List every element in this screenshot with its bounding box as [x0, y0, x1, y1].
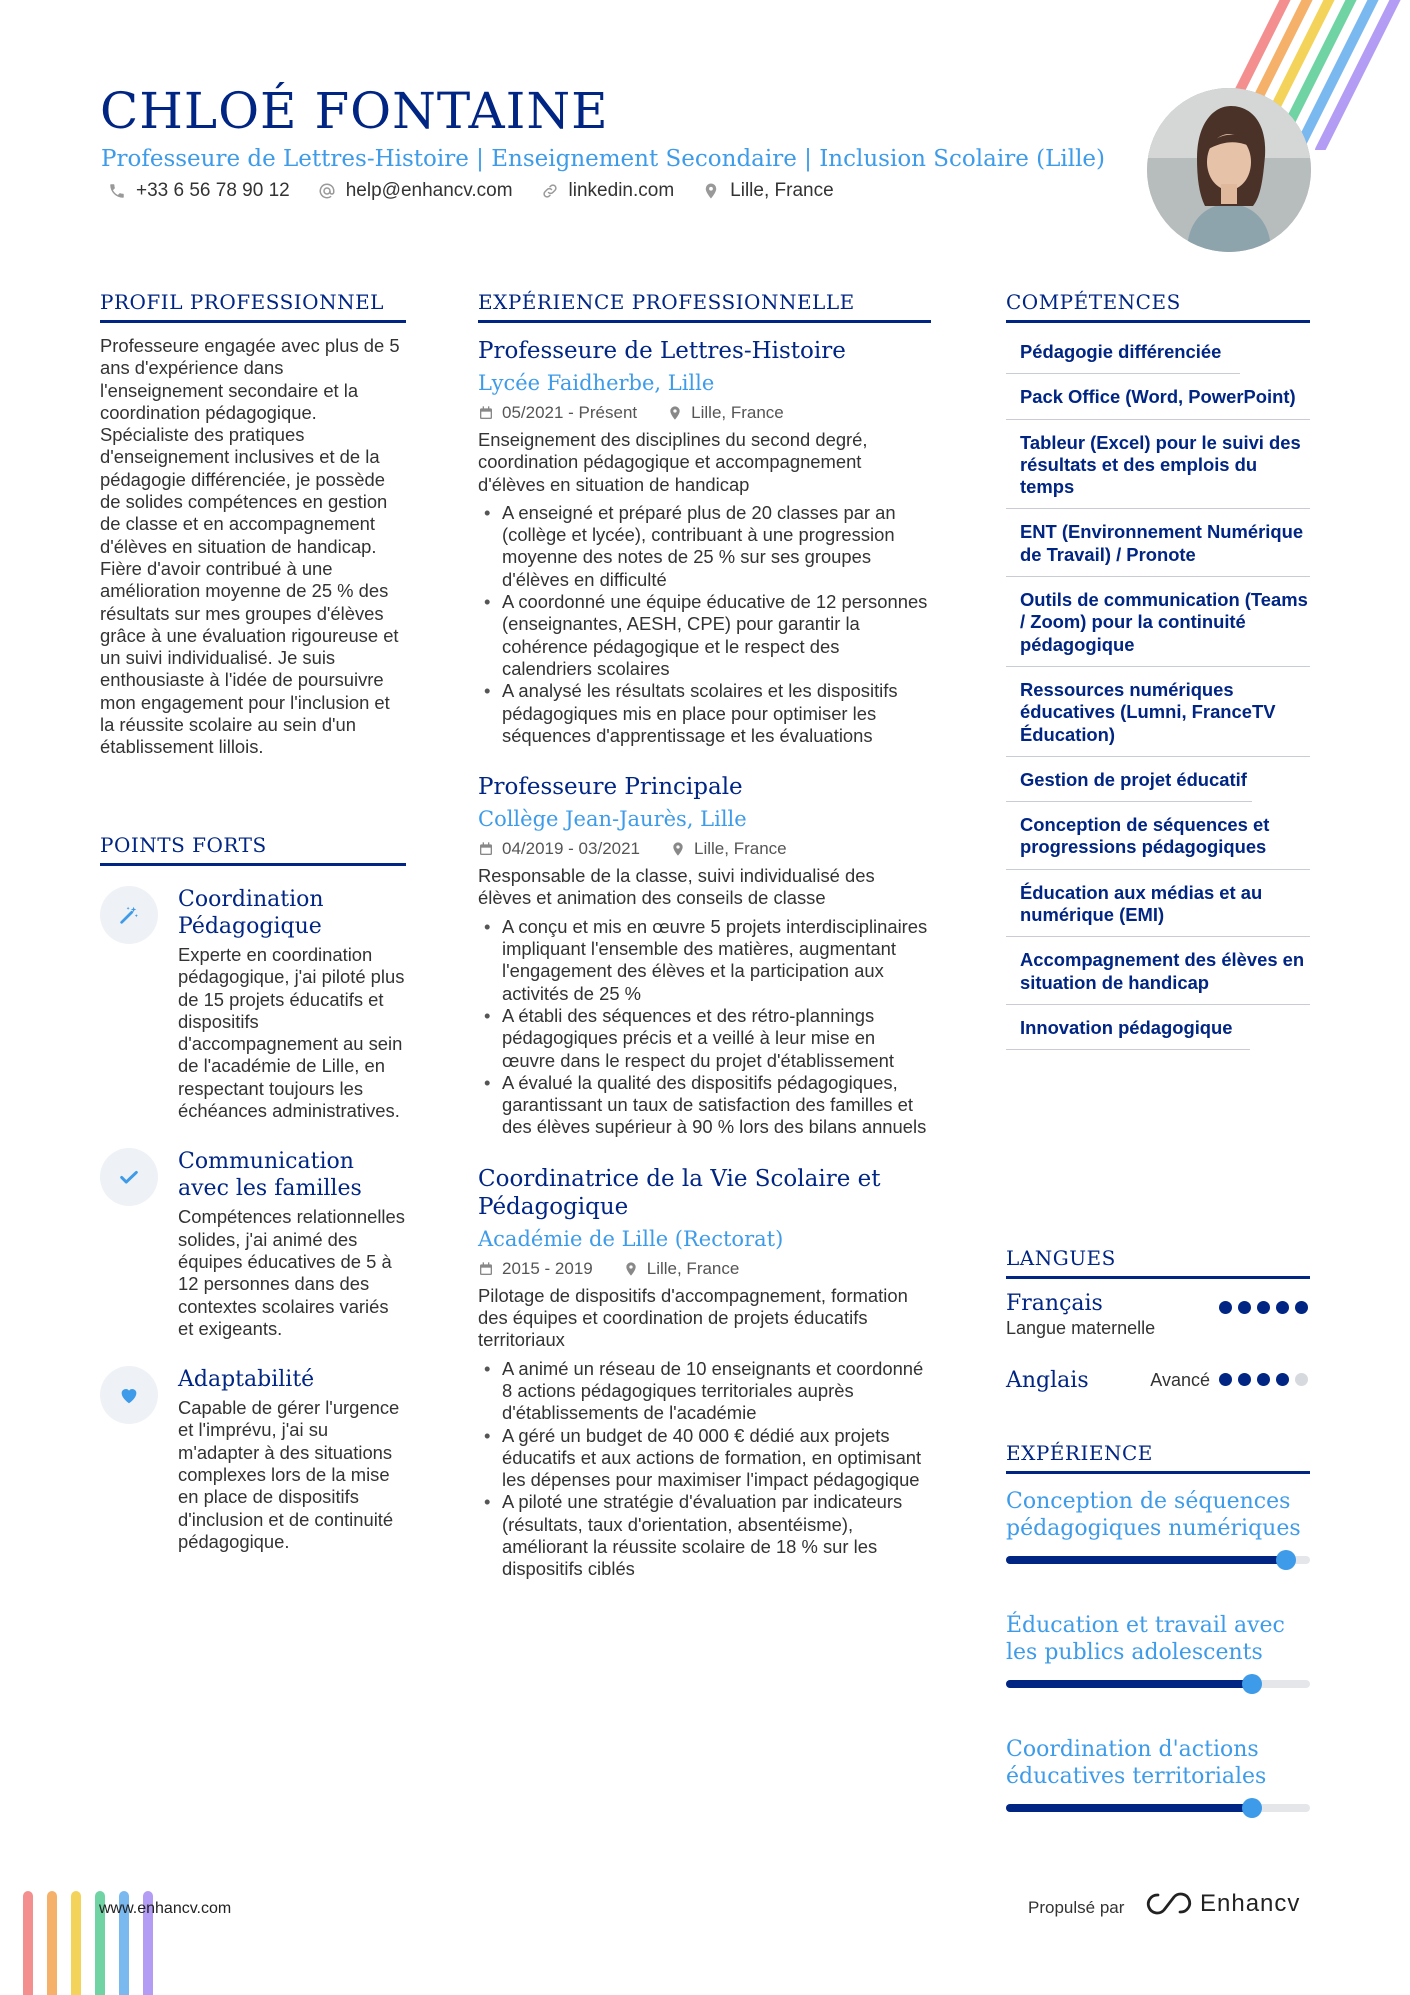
calendar-icon [478, 1261, 494, 1277]
strength-title: Adaptabilité [178, 1367, 315, 1393]
job-summary: Enseignement des disciplines du second degré, coordination pédagogique et accompagnement d'élèves en situation de handicap [478, 429, 868, 495]
job-location-text: Lille, France [646, 1258, 740, 1278]
checkmark-icon [118, 1166, 140, 1188]
job-company: Collège Jean-Jaurès, Lille [478, 807, 747, 832]
strength-title: Coordination Pédagogique [178, 887, 324, 939]
expertise-section [1006, 1441, 1310, 1812]
expertise-label: Coordination d'actions éducatives territoriales [1006, 1737, 1267, 1789]
strength-icon-wrap [100, 1366, 158, 1424]
language-dot [1257, 1373, 1270, 1386]
expertise-item [1006, 1488, 1310, 1564]
job-entry [478, 773, 931, 1139]
skill-tag: Tableur (Excel) pour le suivi des résultats et des emplois du temps [1006, 420, 1310, 510]
heart-icon [118, 1384, 140, 1406]
experience-section [478, 290, 931, 1581]
strength-item [100, 886, 406, 1122]
language-dot [1238, 1301, 1251, 1314]
language-level: Langue maternelle [1006, 1318, 1156, 1338]
strength-text: Capable de gérer l'urgence et l'imprévu, j'ai su m'adapter à des situations complexes lors de la mise en place de dispositifs d'inclusion et de continuité pédagogique. [178, 1397, 400, 1552]
language-dot [1219, 1301, 1232, 1314]
profile-text: Professeure engagée avec plus de 5 ans d'expérience dans l'enseignement secondaire et la coordination pédagogique. Spécialiste des pratiques d'enseignement inclusives et de la pédagogie différenciée, je possède de solides compétences en gestion de classe et en accompagnement d'élèves en situation de handicap. Fière d'avoir contribué à une amélioration moyenne de 25 % des résultats sur mes groupes d'élèves grâce à une évaluation rigoureuse et un suivi individualisé. Je suis enthousiaste à l'idée de poursuivre mon engagement pour l'inclusion et la réussite scolaire au sein d'un établissement lillois. [100, 335, 400, 758]
job-dates [478, 403, 637, 423]
job-bullets [478, 502, 931, 747]
profile-photo [1147, 88, 1311, 252]
job-bullet: • A piloté une stratégie d'évaluation par indicateurs (résultats, taux d'orientation, absentéisme), améliorant la réussite scolaire de 18 % sur les dispositifs ciblés [478, 1491, 931, 1580]
skills-title: COMPÉTENCES [1006, 290, 1310, 323]
strengths-title: POINTS FORTS [100, 833, 406, 866]
job-meta [478, 403, 931, 423]
contact-linkedin[interactable] [541, 180, 675, 202]
language-name: Anglais [1006, 1367, 1089, 1393]
job-dates-text: 2015 - 2019 [502, 1258, 593, 1278]
enhancv-logo-text: Enhancv [1200, 1890, 1301, 1917]
job-bullet: • A conçu et mis en œuvre 5 projets interdisciplinaires impliquant l'ensemble des matières, augmentant l'engagement des élèves et la participation aux activités de 25 % [478, 916, 931, 1005]
location-pin-icon [667, 405, 683, 421]
expertise-title: EXPÉRIENCE [1006, 1441, 1310, 1474]
language-dots [1219, 1373, 1308, 1386]
profile-title: PROFIL PROFESSIONNEL [100, 290, 406, 323]
location-pin-icon [623, 1261, 639, 1277]
bar-fill [1006, 1804, 1252, 1812]
job-meta [478, 839, 931, 859]
job-dates [478, 1259, 593, 1279]
enhancv-logo-icon [1146, 1891, 1192, 1917]
strength-item [100, 1148, 406, 1340]
language-level: Avancé [1150, 1369, 1210, 1390]
job-bullet: • A établi des séquences et des rétro-plannings pédagogiques précis et a veillé à leur mise en œuvre dans le respect du projet d'établissement [478, 1005, 931, 1072]
footer-powered-by: Propulsé par [1028, 1898, 1125, 1917]
languages-title: LANGUES [1006, 1246, 1310, 1279]
job-company: Lycée Faidherbe, Lille [478, 371, 715, 395]
expertise-label: Conception de séquences pédagogiques numériques [1006, 1489, 1301, 1541]
language-dot [1295, 1301, 1308, 1314]
location-text: Lille, France [730, 180, 834, 201]
skill-tag: Gestion de projet éducatif [1006, 757, 1252, 802]
language-name: Français [1006, 1291, 1103, 1316]
job-role: Professeure de Lettres-Histoire [478, 338, 846, 364]
language-dot [1276, 1301, 1289, 1314]
language-dots [1219, 1301, 1308, 1314]
job-meta [478, 1259, 931, 1279]
linkedin-text: linkedin.com [568, 180, 675, 201]
skill-tag: Pédagogie différenciée [1006, 329, 1240, 374]
language-dot [1257, 1301, 1270, 1314]
skills-section [1006, 290, 1310, 1050]
magic-wand-icon [118, 904, 140, 926]
experience-title: EXPÉRIENCE PROFESSIONNELLE [478, 290, 931, 323]
strength-text: Compétences relationnelles solides, j'ai animé des équipes éducatives de 5 à 12 personnes dans des contextes scolaires variés et exigeants. [178, 1206, 405, 1339]
calendar-icon [478, 841, 494, 857]
skill-tag: Éducation aux médias et au numérique (EMI) [1006, 870, 1310, 938]
job-bullet: • A géré un budget de 40 000 € dédié aux projets éducatifs et aux actions de formation, en optimisant les dépenses pour maximiser l'impact pédagogique [478, 1425, 931, 1492]
expertise-bar [1006, 1804, 1310, 1812]
job-role: Professeure Principale [478, 774, 743, 801]
job-summary: Pilotage de dispositifs d'accompagnement, formation des équipes et coordination de projets éducatifs territoriaux [478, 1284, 908, 1351]
language-item [1006, 1291, 1310, 1343]
strength-icon-wrap [100, 886, 158, 944]
languages-section [1006, 1246, 1310, 1397]
location-pin-icon [670, 841, 686, 857]
language-item [1006, 1363, 1310, 1397]
calendar-icon [478, 405, 494, 421]
enhancv-logo[interactable] [1146, 1890, 1300, 1918]
job-company: Académie de Lille (Rectorat) [478, 1226, 784, 1251]
candidate-name: CHLOÉ FONTAINE [100, 82, 609, 140]
at-sign-icon [318, 182, 336, 200]
profile-section [100, 290, 406, 759]
job-bullet: • A enseigné et préparé plus de 20 classes par an (collège et lycée), contribuant à une progression moyenne des notes de 25 % sur ses groupes d'élèves en difficulté [478, 502, 931, 591]
skill-tag: Innovation pédagogique [1006, 1005, 1250, 1050]
avatar-portrait [1147, 88, 1311, 252]
job-role: Coordinatrice de la Vie Scolaire et Pédagogique [478, 1165, 881, 1220]
job-dates-text: 04/2019 - 03/2021 [502, 839, 641, 859]
job-bullet: • A évalué la qualité des dispositifs pédagogiques, garantissant un taux de satisfaction des familles et des élèves supérieur à 90 % lors des bilans annuels [478, 1072, 931, 1139]
job-bullet: • A animé un réseau de 10 enseignants et coordonné 8 actions pédagogiques territoriales auprès d'établissements de l'académie [478, 1358, 931, 1425]
strengths-section [100, 833, 406, 1553]
job-location [623, 1259, 740, 1279]
skill-tag: Outils de communication (Teams / Zoom) pour la continuité pédagogique [1006, 577, 1310, 667]
phone-text: +33 6 56 78 90 12 [136, 180, 290, 201]
language-dot [1238, 1373, 1251, 1386]
job-location-text: Lille, France [691, 403, 784, 422]
bar-knob [1242, 1674, 1262, 1694]
expertise-item [1006, 1612, 1310, 1688]
phone-icon [108, 182, 126, 200]
bar-knob [1242, 1798, 1262, 1818]
bar-knob [1276, 1550, 1296, 1570]
bar-fill [1006, 1680, 1252, 1688]
expertise-item [1006, 1736, 1310, 1812]
skills-list [1006, 329, 1310, 1050]
bar-fill [1006, 1556, 1286, 1564]
candidate-subtitle: Professeure de Lettres-Histoire | Enseignement Secondaire | Inclusion Scolaire (Lille) [101, 146, 1106, 172]
link-icon [541, 182, 559, 200]
job-bullet: • A analysé les résultats scolaires et les dispositifs pédagogiques mis en place pour optimiser les séquences d'apprentissage et les évaluations [478, 680, 931, 747]
job-entry [478, 337, 931, 747]
expertise-bar [1006, 1556, 1310, 1564]
job-dates [478, 839, 640, 859]
language-dot [1276, 1373, 1289, 1386]
job-location [667, 403, 784, 423]
job-location [670, 839, 787, 859]
strength-icon-wrap [100, 1148, 158, 1206]
contact-bar [108, 180, 834, 202]
job-bullets [478, 1358, 931, 1581]
contact-phone[interactable] [108, 180, 290, 202]
contact-email[interactable] [318, 180, 513, 202]
job-location-text: Lille, France [694, 839, 787, 859]
contact-location [702, 180, 834, 202]
skill-tag: Accompagnement des élèves en situation de handicap [1006, 937, 1310, 1005]
skill-tag: Pack Office (Word, PowerPoint) [1006, 374, 1310, 419]
strength-text: Experte en coordination pédagogique, j'ai piloté plus de 15 projets éducatifs et dispositifs d'accompagnement au sein de l'académie de Lille, en respectant toujours les échéances administratives. [178, 944, 405, 1122]
expertise-bar [1006, 1680, 1310, 1688]
footer-website[interactable]: www.enhancv.com [99, 1900, 232, 1917]
language-dot [1219, 1373, 1232, 1386]
skill-tag: Conception de séquences et progressions pédagogiques [1006, 802, 1310, 870]
job-entry [478, 1165, 931, 1581]
language-dot [1295, 1373, 1308, 1386]
strength-title: Communication avec les familles [178, 1149, 362, 1202]
strength-item [100, 1366, 406, 1553]
email-text: help@enhancv.com [345, 180, 513, 201]
expertise-label: Éducation et travail avec les publics adolescents [1006, 1613, 1285, 1665]
location-pin-icon [702, 182, 720, 200]
job-bullet: • A coordonné une équipe éducative de 12 personnes (enseignantes, AESH, CPE) pour garantir la cohérence pédagogique et le respect des calendriers scolaires [478, 591, 931, 680]
skill-tag: Ressources numériques éducatives (Lumni, FranceTV Éducation) [1006, 667, 1310, 757]
job-dates-text: 05/2021 - Présent [502, 403, 638, 422]
job-summary: Responsable de la classe, suivi individualisé des élèves et animation des conseils de classe [478, 865, 875, 909]
skill-tag: ENT (Environnement Numérique de Travail) / Pronote [1006, 509, 1310, 577]
job-bullets [478, 916, 931, 1139]
